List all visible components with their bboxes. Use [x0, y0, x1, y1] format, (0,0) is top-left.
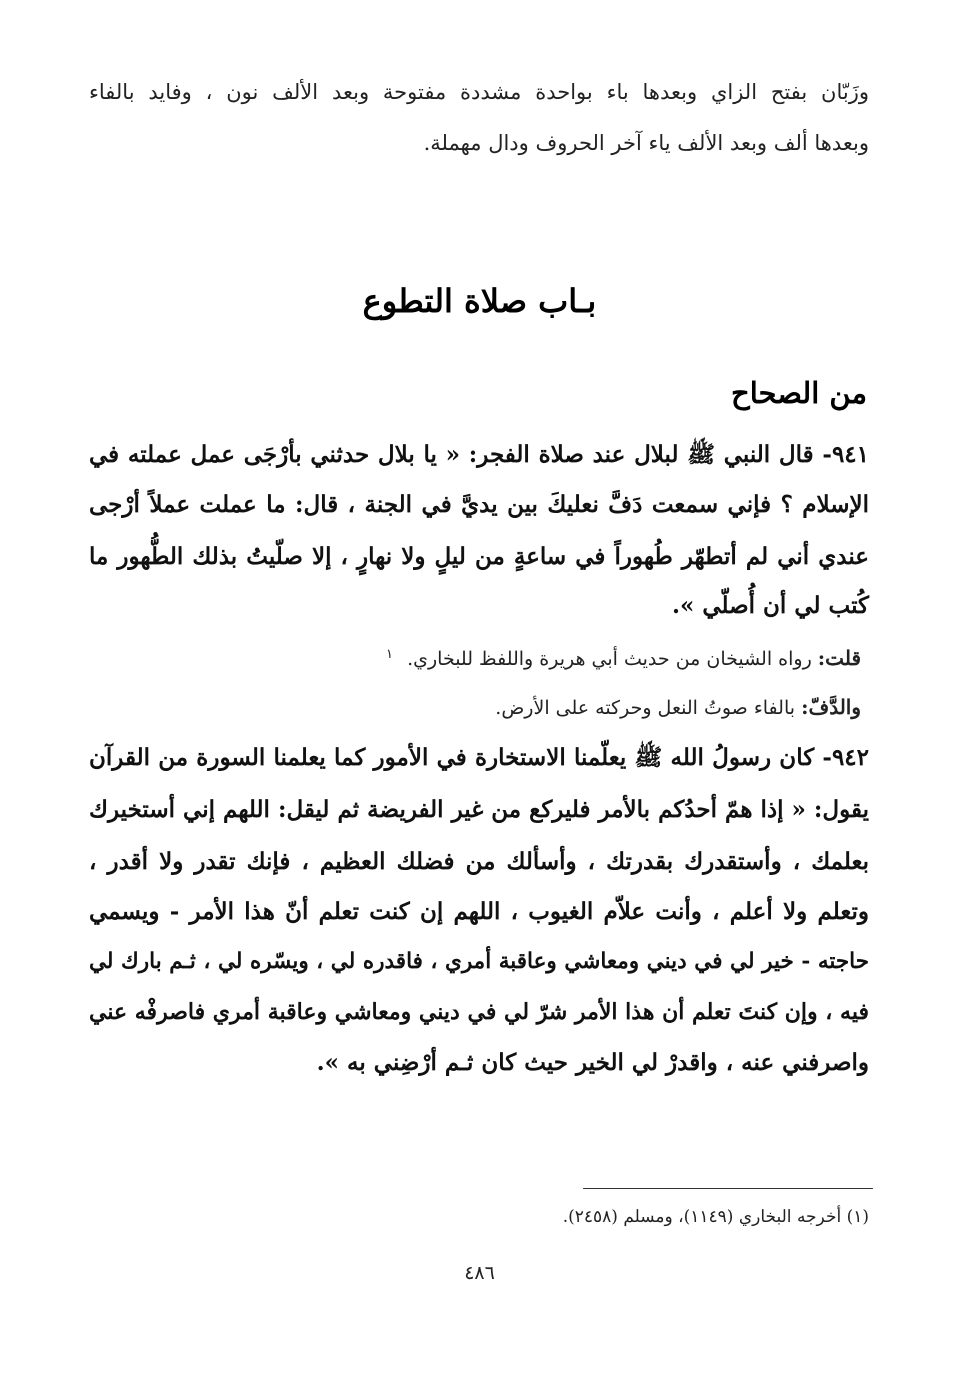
- hadith-941-line-2: الإسلام ؟ فإني سمعت دَفَّ نعليكَ بين يديَّ في الجنة ، قال: ما عملت عملاً أرْجى: [89, 491, 869, 518]
- footnote: (١) أخرجه البخاري (١١٤٩)، ومسلم (٢٤٥٨).: [562, 1207, 869, 1227]
- page-number: ٤٨٦: [464, 1262, 495, 1284]
- note-qult-text: رواه الشيخان من حديث أبي هريرة واللفظ للبخاري.: [407, 648, 812, 670]
- note-qult-label: قلت:: [817, 646, 861, 670]
- hadith-941-line-1: ٩٤١- قال النبي ﷺ لبلال عند صلاة الفجر: « يا بلال حدثني بأرْجَى عمل عملته في: [89, 441, 869, 468]
- hadith-942-line-1: ٩٤٢- كان رسولُ الله ﷺ يعلّمنا الاستخارة في الأمور كما يعلمنا السورة من القرآن: [89, 744, 869, 771]
- hadith-942-line-6: فيه ، وإن كنتَ تعلم أن هذا الأمر شرّ لي في ديني ومعاشي وعاقبة أمري فاصرفْه عني: [89, 999, 869, 1025]
- note-daff-label: والدَّفّ:: [801, 695, 861, 719]
- intro-line-2: وبعدها ألف وبعد الألف ياء آخر الحروف ودال مهملة.: [423, 131, 869, 155]
- note-daff: [495, 695, 861, 719]
- hadith-941-line-3: عندي أني لم أتطهّر طُهوراً في ساعةٍ من ليلٍ ولا نهارٍ ، إلا صلّيتُ بذلك الطُّهور ما: [89, 543, 869, 570]
- hadith-942-line-2: يقول: « إذا همّ أحدُكم بالأمر فليركع من غير الفريضة ثم ليقل: اللهم إني أستخيرك: [89, 796, 869, 823]
- note-daff-text: بالفاء صوتُ النعل وحركته على الأرض.: [495, 697, 796, 719]
- hadith-942-line-3: بعلمك ، وأستقدرك بقدرتك ، وأسألك من فضلك العظيم ، فإنك تقدر ولا أقدر ،: [89, 848, 869, 875]
- hadith-942-line-5: حاجته - خير لي في ديني ومعاشي وعاقبة أمري ، فاقدره لي ، ويسّره لي ، ثـم بارك لي: [89, 949, 869, 974]
- note-qult: [386, 646, 861, 670]
- hadith-941-line-4: كُتب لي أن أُصلّي ».: [671, 592, 869, 619]
- intro-line-1: وزَبّان بفتح الزاي وبعدها باء بواحدة مشددة مفتوحة وبعد الألف نون ، وفايد بالفاء: [89, 80, 869, 104]
- footnote-reference: ١: [386, 646, 394, 662]
- hadith-942-line-7: واصرفني عنه ، واقدرْ لي الخير حيث كان ثـم أرْضِني به ».: [316, 1049, 869, 1076]
- chapter-title: بـاب صلاة التطوع: [362, 282, 597, 320]
- hadith-942-line-4: وتعلم ولا أعلم ، وأنت علاّم الغيوب ، اللهم إن كنت تعلم أنّ هذا الأمر - ويسمي: [89, 898, 869, 925]
- footnote-divider: [583, 1188, 873, 1189]
- section-title: من الصحاح: [730, 376, 867, 410]
